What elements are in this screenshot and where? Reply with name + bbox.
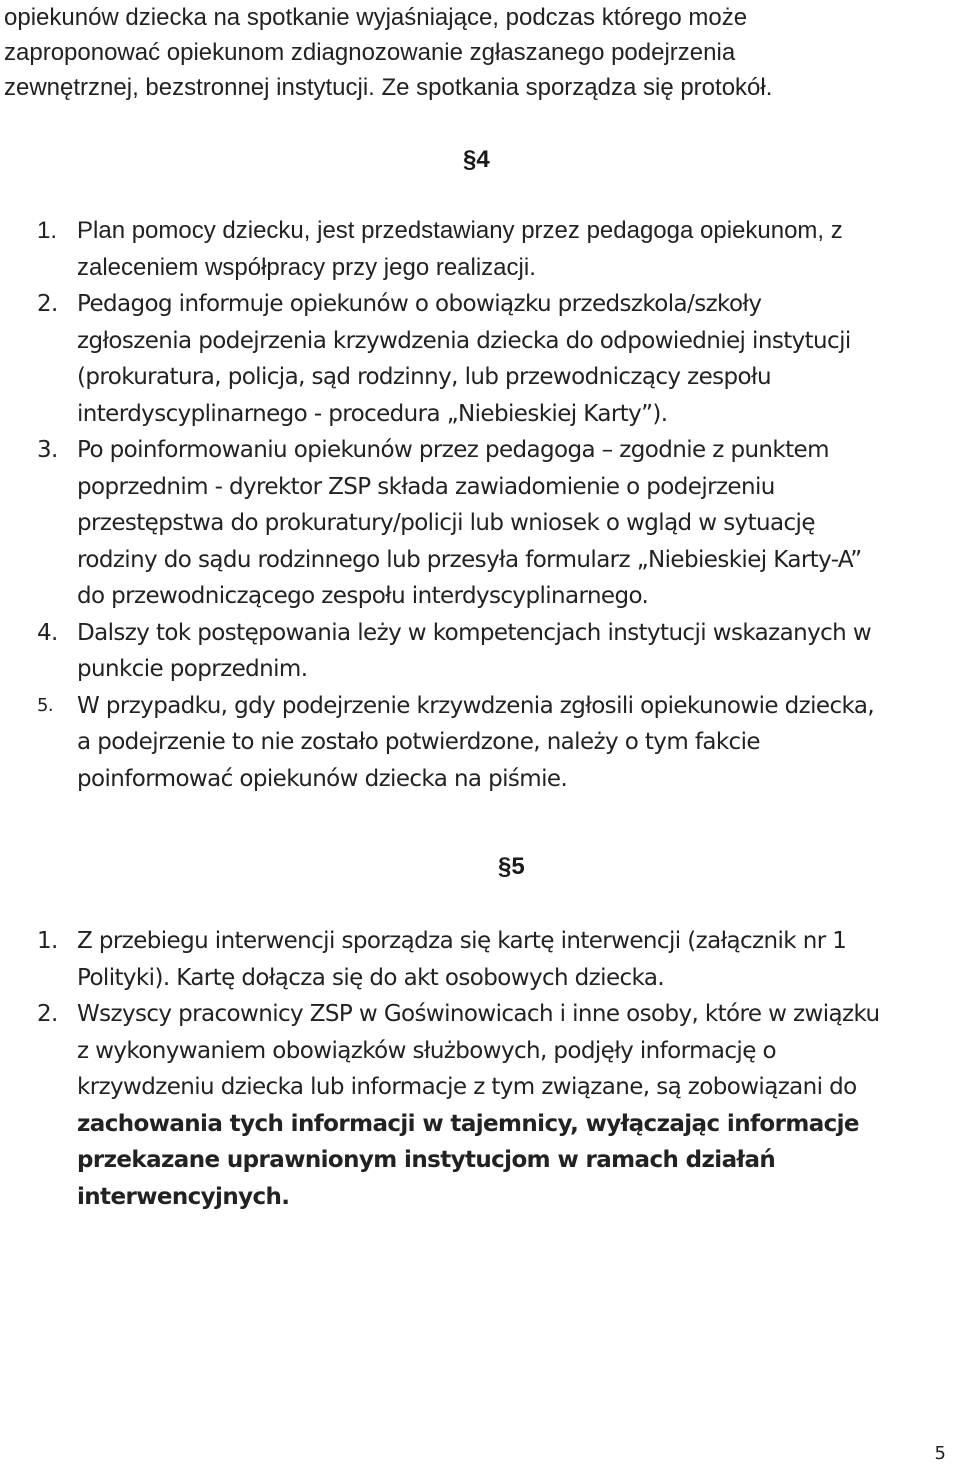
item-line: do przewodniczącego zespołu interdyscyplinarnego.	[77, 583, 649, 609]
intro-line: zewnętrznej, bezstronnej instytucji. Ze spotkania sporządza się protokół.	[4, 74, 773, 101]
item-number: 1.	[37, 928, 58, 954]
intro-line: opiekunów dziecka na spotkanie wyjaśniające, podczas którego może	[4, 4, 748, 31]
item-line: interdyscyplinarnego - procedura „Niebieskiej Karty”).	[77, 400, 668, 427]
item-number: 4.	[37, 619, 58, 646]
item-line: poinformować opiekunów dziecka na piśmie.	[77, 765, 568, 792]
item-line: krzywdzeniu dziecka lub informacje z tym związane, są zobowiązani do	[77, 1074, 857, 1100]
item-line: Z przebiegu interwencji sporządza się kartę interwencji (załącznik nr 1	[77, 928, 847, 954]
item-line: rodziny do sądu rodzinnego lub przesyła formularz „Niebieskiej Karty-A”	[77, 546, 862, 573]
item-line: W przypadku, gdy podejrzenie krzywdzenia zgłosili opiekunowie dziecka,	[77, 692, 875, 719]
list-item	[0, 923, 960, 996]
item-line: z wykonywaniem obowiązków służbowych, podjęły informację o	[77, 1037, 776, 1064]
item-line: Polityki). Kartę dołącza się do akt osobowych dziecka.	[77, 964, 665, 991]
item-line: Plan pomocy dziecku, jest przedstawiany przez pedagoga opiekunom, z	[77, 217, 843, 244]
list-item	[0, 688, 960, 798]
item-number: 2.	[37, 291, 58, 317]
intro-paragraph	[4, 0, 954, 105]
item-line: zaleceniem współpracy przy jego realizacji.	[77, 253, 536, 281]
item-line: (prokuratura, policja, sąd rodzinny, lub przewodniczący zespołu	[77, 364, 771, 390]
item-line: zgłoszenia podejrzenia krzywdzenia dziecka do odpowiedniej instytucji	[77, 327, 851, 354]
item-number: 1.	[37, 217, 58, 244]
item-line: Wszyscy pracownicy ZSP w Goświnowicach i inne osoby, które w związku	[77, 1001, 880, 1027]
section-heading-4: §4	[463, 146, 490, 173]
item-line-bold: przekazane uprawnionym instytucjom w ramach działań	[77, 1147, 776, 1173]
item-line: poprzednim - dyrektor ZSP składa zawiadomienie o podejrzeniu	[77, 473, 775, 500]
item-line: punkcie poprzednim.	[77, 656, 308, 682]
item-line: Pedagog informuje opiekunów o obowiązku przedszkola/szkoły	[77, 291, 762, 317]
section-5-list	[0, 923, 960, 1215]
section-heading-5: §5	[498, 853, 525, 880]
list-item	[0, 213, 960, 286]
item-number: 2.	[37, 1001, 58, 1027]
list-item	[0, 432, 960, 615]
item-line-bold: zachowania tych informacji w tajemnicy, wyłączając informacje	[77, 1110, 859, 1137]
item-line: Po poinformowaniu opiekunów przez pedagoga – zgodnie z punktem	[77, 437, 829, 463]
list-item	[0, 286, 960, 432]
item-number: 5.	[37, 694, 53, 716]
list-item	[0, 996, 960, 1215]
section-4-list	[0, 213, 960, 797]
item-line: a podejrzenie to nie zostało potwierdzone, należy o tym fakcie	[77, 729, 760, 755]
item-line-bold: interwencyjnych.	[77, 1183, 290, 1210]
intro-line: zaproponować opiekunom zdiagnozowanie zgłaszanego podejrzenia	[4, 39, 736, 66]
list-item	[0, 615, 960, 688]
item-line: przestępstwa do prokuratury/policji lub wniosek o wgląd w sytuację	[77, 510, 815, 536]
item-number: 3.	[37, 437, 58, 463]
item-line: Dalszy tok postępowania leży w kompetencjach instytucji wskazanych w	[77, 619, 872, 646]
page-number: 5	[934, 1443, 946, 1464]
